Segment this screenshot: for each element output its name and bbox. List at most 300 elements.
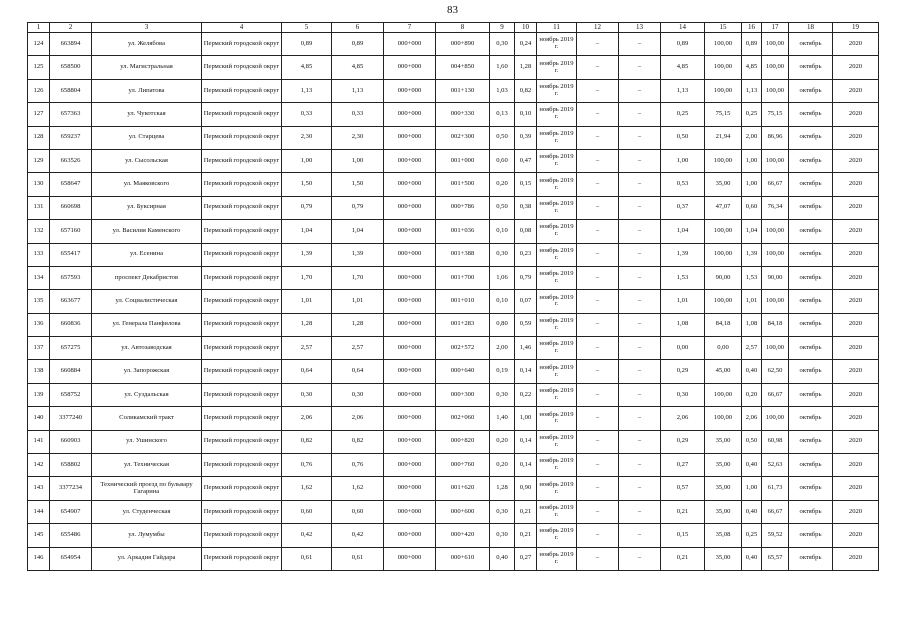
cell-end-km: 001+283 (436, 313, 490, 336)
cell-normative-length: 1,04 (742, 220, 762, 243)
cell-area-a: 1,06 (490, 266, 515, 289)
cell-normative-percent: 62,50 (762, 360, 789, 383)
cell-area-a: 0,30 (490, 243, 515, 266)
cell-row-number: 130 (28, 173, 50, 196)
cell-length-regional: 1,62 (332, 477, 384, 500)
cell-length-total: 0,42 (282, 524, 332, 547)
cell-col-12: – (577, 524, 619, 547)
cell-road-name: ул. Чукотская (92, 103, 202, 126)
cell-road-name: ул. Желябова (92, 33, 202, 56)
cell-row-number: 131 (28, 196, 50, 219)
cell-normative-length: 1,08 (742, 313, 762, 336)
cell-start-km: 000+000 (384, 313, 436, 336)
cell-road-name: ул. Автозаводская (92, 337, 202, 360)
cell-repair-percent: 35,00 (705, 477, 742, 500)
cell-year: 2020 (833, 220, 879, 243)
cell-start-km: 000+000 (384, 547, 436, 570)
cell-month: октябрь (789, 454, 833, 477)
cell-length-regional: 1,04 (332, 220, 384, 243)
column-header: 9 (490, 23, 515, 33)
cell-area-b: 0,21 (515, 524, 537, 547)
cell-col-13: – (619, 103, 661, 126)
cell-municipality: Пермский городской округ (202, 243, 282, 266)
cell-end-km: 002+572 (436, 337, 490, 360)
cell-normative-length: 0,60 (742, 196, 762, 219)
cell-normative-length: 1,13 (742, 79, 762, 102)
cell-end-km: 000+640 (436, 360, 490, 383)
cell-end-km: 000+420 (436, 524, 490, 547)
cell-area-a: 1,28 (490, 477, 515, 500)
cell-repair-percent: 100,00 (705, 33, 742, 56)
cell-month: октябрь (789, 243, 833, 266)
cell-col-13: – (619, 56, 661, 79)
cell-repair-length: 1,04 (661, 220, 705, 243)
cell-year: 2020 (833, 126, 879, 149)
cell-survey-date: ноябрь 2019 г. (537, 33, 577, 56)
cell-col-13: – (619, 337, 661, 360)
cell-repair-percent: 100,00 (705, 407, 742, 430)
cell-municipality: Пермский городской округ (202, 173, 282, 196)
cell-row-number: 143 (28, 477, 50, 500)
cell-end-km: 004+850 (436, 56, 490, 79)
cell-col-12: – (577, 430, 619, 453)
cell-road-id: 3377234 (50, 477, 92, 500)
cell-month: октябрь (789, 196, 833, 219)
cell-month: октябрь (789, 500, 833, 523)
cell-road-id: 660698 (50, 196, 92, 219)
cell-year: 2020 (833, 56, 879, 79)
cell-start-km: 000+000 (384, 477, 436, 500)
cell-road-id: 657275 (50, 337, 92, 360)
cell-col-12: – (577, 337, 619, 360)
cell-normative-length: 4,85 (742, 56, 762, 79)
column-header: 13 (619, 23, 661, 33)
cell-normative-percent: 66,67 (762, 173, 789, 196)
cell-repair-percent: 35,00 (705, 173, 742, 196)
cell-repair-length: 2,06 (661, 407, 705, 430)
cell-area-a: 0,30 (490, 33, 515, 56)
cell-normative-percent: 76,34 (762, 196, 789, 219)
cell-month: октябрь (789, 430, 833, 453)
cell-col-12: – (577, 407, 619, 430)
cell-repair-length: 1,13 (661, 79, 705, 102)
cell-start-km: 000+000 (384, 243, 436, 266)
cell-municipality: Пермский городской округ (202, 337, 282, 360)
cell-col-12: – (577, 383, 619, 406)
cell-normative-percent: 84,18 (762, 313, 789, 336)
cell-col-13: – (619, 547, 661, 570)
cell-repair-percent: 47,07 (705, 196, 742, 219)
table-row (28, 103, 879, 126)
cell-col-13: – (619, 524, 661, 547)
cell-month: октябрь (789, 290, 833, 313)
cell-length-total: 4,85 (282, 56, 332, 79)
cell-year: 2020 (833, 173, 879, 196)
cell-row-number: 124 (28, 33, 50, 56)
cell-area-a: 0,30 (490, 524, 515, 547)
cell-normative-percent: 60,98 (762, 430, 789, 453)
table-row (28, 290, 879, 313)
cell-length-total: 1,13 (282, 79, 332, 102)
cell-col-12: – (577, 103, 619, 126)
cell-end-km: 000+330 (436, 103, 490, 126)
cell-end-km: 001+036 (436, 220, 490, 243)
cell-end-km: 002+300 (436, 126, 490, 149)
cell-repair-length: 0,53 (661, 173, 705, 196)
cell-road-id: 660903 (50, 430, 92, 453)
cell-survey-date: ноябрь 2019 г. (537, 56, 577, 79)
cell-year: 2020 (833, 33, 879, 56)
cell-col-13: – (619, 126, 661, 149)
cell-month: октябрь (789, 103, 833, 126)
cell-normative-percent: 75,15 (762, 103, 789, 126)
cell-road-id: 658804 (50, 79, 92, 102)
cell-length-regional: 0,89 (332, 33, 384, 56)
cell-repair-length: 0,57 (661, 477, 705, 500)
cell-row-number: 138 (28, 360, 50, 383)
table-row (28, 126, 879, 149)
cell-area-b: 0,90 (515, 477, 537, 500)
cell-area-b: 0,22 (515, 383, 537, 406)
cell-repair-percent: 100,00 (705, 243, 742, 266)
cell-month: октябрь (789, 220, 833, 243)
cell-road-name: ул. Суздальская (92, 383, 202, 406)
cell-month: октябрь (789, 337, 833, 360)
cell-length-regional: 1,39 (332, 243, 384, 266)
cell-municipality: Пермский городской округ (202, 33, 282, 56)
cell-repair-percent: 35,00 (705, 430, 742, 453)
cell-area-a: 0,60 (490, 149, 515, 172)
cell-survey-date: ноябрь 2019 г. (537, 103, 577, 126)
cell-start-km: 000+000 (384, 337, 436, 360)
cell-col-12: – (577, 547, 619, 570)
cell-repair-percent: 0,00 (705, 337, 742, 360)
cell-normative-percent: 86,96 (762, 126, 789, 149)
cell-length-total: 1,62 (282, 477, 332, 500)
cell-survey-date: ноябрь 2019 г. (537, 290, 577, 313)
cell-row-number: 140 (28, 407, 50, 430)
cell-start-km: 000+000 (384, 360, 436, 383)
cell-repair-percent: 84,18 (705, 313, 742, 336)
cell-survey-date: ноябрь 2019 г. (537, 313, 577, 336)
cell-start-km: 000+000 (384, 56, 436, 79)
cell-col-12: – (577, 173, 619, 196)
cell-start-km: 000+000 (384, 500, 436, 523)
cell-repair-length: 0,29 (661, 430, 705, 453)
cell-end-km: 000+890 (436, 33, 490, 56)
cell-start-km: 000+000 (384, 407, 436, 430)
cell-month: октябрь (789, 126, 833, 149)
cell-year: 2020 (833, 524, 879, 547)
cell-length-total: 2,57 (282, 337, 332, 360)
cell-row-number: 135 (28, 290, 50, 313)
table-row (28, 337, 879, 360)
cell-municipality: Пермский городской округ (202, 126, 282, 149)
cell-length-total: 0,60 (282, 500, 332, 523)
cell-road-id: 663526 (50, 149, 92, 172)
table-row (28, 196, 879, 219)
cell-normative-percent: 52,63 (762, 454, 789, 477)
cell-municipality: Пермский городской округ (202, 79, 282, 102)
table-row (28, 500, 879, 523)
cell-area-a: 0,80 (490, 313, 515, 336)
cell-year: 2020 (833, 430, 879, 453)
cell-col-13: – (619, 196, 661, 219)
cell-col-13: – (619, 220, 661, 243)
cell-length-total: 1,28 (282, 313, 332, 336)
cell-end-km: 001+500 (436, 173, 490, 196)
cell-end-km: 000+760 (436, 454, 490, 477)
cell-area-b: 0,21 (515, 500, 537, 523)
cell-area-a: 0,40 (490, 547, 515, 570)
cell-repair-length: 4,85 (661, 56, 705, 79)
cell-survey-date: ноябрь 2019 г. (537, 500, 577, 523)
cell-survey-date: ноябрь 2019 г. (537, 149, 577, 172)
cell-length-total: 1,50 (282, 173, 332, 196)
cell-municipality: Пермский городской округ (202, 547, 282, 570)
cell-col-12: – (577, 454, 619, 477)
cell-col-13: – (619, 407, 661, 430)
cell-month: октябрь (789, 149, 833, 172)
table-row (28, 149, 879, 172)
cell-road-id: 657160 (50, 220, 92, 243)
cell-start-km: 000+000 (384, 79, 436, 102)
cell-road-name: ул. Техническая (92, 454, 202, 477)
cell-year: 2020 (833, 337, 879, 360)
cell-road-name: ул. Студенческая (92, 500, 202, 523)
cell-end-km: 000+820 (436, 430, 490, 453)
cell-survey-date: ноябрь 2019 г. (537, 126, 577, 149)
cell-road-id: 657593 (50, 266, 92, 289)
cell-col-12: – (577, 243, 619, 266)
cell-area-a: 0,10 (490, 290, 515, 313)
cell-length-total: 0,76 (282, 454, 332, 477)
cell-end-km: 001+620 (436, 477, 490, 500)
cell-municipality: Пермский городской округ (202, 313, 282, 336)
cell-area-a: 1,60 (490, 56, 515, 79)
cell-col-12: – (577, 220, 619, 243)
cell-end-km: 000+300 (436, 383, 490, 406)
cell-area-b: 0,10 (515, 103, 537, 126)
cell-start-km: 000+000 (384, 430, 436, 453)
cell-length-total: 1,04 (282, 220, 332, 243)
cell-road-id: 658647 (50, 173, 92, 196)
cell-row-number: 126 (28, 79, 50, 102)
cell-repair-length: 0,21 (661, 500, 705, 523)
cell-year: 2020 (833, 79, 879, 102)
cell-month: октябрь (789, 173, 833, 196)
cell-month: октябрь (789, 477, 833, 500)
cell-normative-length: 0,20 (742, 383, 762, 406)
cell-length-regional: 1,28 (332, 313, 384, 336)
cell-survey-date: ноябрь 2019 г. (537, 524, 577, 547)
cell-road-name: проспект Декабристов (92, 266, 202, 289)
cell-col-13: – (619, 454, 661, 477)
cell-col-12: – (577, 290, 619, 313)
cell-start-km: 000+000 (384, 196, 436, 219)
cell-year: 2020 (833, 477, 879, 500)
cell-length-regional: 4,85 (332, 56, 384, 79)
cell-repair-percent: 21,94 (705, 126, 742, 149)
roads-table (27, 22, 879, 571)
cell-end-km: 001+130 (436, 79, 490, 102)
cell-road-id: 658802 (50, 454, 92, 477)
cell-area-a: 0,10 (490, 220, 515, 243)
cell-area-a: 0,30 (490, 383, 515, 406)
cell-end-km: 000+600 (436, 500, 490, 523)
cell-road-name: ул. Липатова (92, 79, 202, 102)
cell-end-km: 001+700 (436, 266, 490, 289)
cell-repair-percent: 35,00 (705, 454, 742, 477)
column-header: 4 (202, 23, 282, 33)
cell-road-name: ул. Есенина (92, 243, 202, 266)
column-header: 6 (332, 23, 384, 33)
cell-year: 2020 (833, 196, 879, 219)
cell-month: октябрь (789, 33, 833, 56)
cell-length-regional: 2,57 (332, 337, 384, 360)
cell-year: 2020 (833, 290, 879, 313)
cell-row-number: 144 (28, 500, 50, 523)
cell-survey-date: ноябрь 2019 г. (537, 407, 577, 430)
cell-road-id: 654907 (50, 500, 92, 523)
cell-col-13: – (619, 430, 661, 453)
cell-survey-date: ноябрь 2019 г. (537, 196, 577, 219)
cell-row-number: 137 (28, 337, 50, 360)
cell-length-regional: 0,30 (332, 383, 384, 406)
cell-start-km: 000+000 (384, 220, 436, 243)
cell-length-regional: 0,76 (332, 454, 384, 477)
cell-year: 2020 (833, 360, 879, 383)
column-header: 10 (515, 23, 537, 33)
cell-road-name: ул. Буксирная (92, 196, 202, 219)
table-row (28, 547, 879, 570)
cell-area-b: 1,46 (515, 337, 537, 360)
cell-normative-percent: 90,00 (762, 266, 789, 289)
cell-area-a: 0,50 (490, 196, 515, 219)
cell-normative-length: 0,89 (742, 33, 762, 56)
cell-row-number: 141 (28, 430, 50, 453)
cell-length-total: 2,06 (282, 407, 332, 430)
cell-municipality: Пермский городской округ (202, 149, 282, 172)
cell-repair-percent: 35,08 (705, 524, 742, 547)
cell-area-b: 1,28 (515, 56, 537, 79)
cell-col-12: – (577, 266, 619, 289)
cell-municipality: Пермский городской округ (202, 220, 282, 243)
cell-repair-percent: 100,00 (705, 56, 742, 79)
cell-road-id: 660836 (50, 313, 92, 336)
cell-length-regional: 0,64 (332, 360, 384, 383)
table-row (28, 313, 879, 336)
table-row (28, 33, 879, 56)
cell-area-b: 0,07 (515, 290, 537, 313)
cell-normative-length: 1,00 (742, 477, 762, 500)
cell-road-id: 658752 (50, 383, 92, 406)
cell-col-12: – (577, 477, 619, 500)
cell-road-name: ул. Ушинского (92, 430, 202, 453)
cell-area-a: 0,20 (490, 173, 515, 196)
cell-normative-percent: 100,00 (762, 337, 789, 360)
cell-length-total: 1,01 (282, 290, 332, 313)
cell-normative-percent: 100,00 (762, 407, 789, 430)
cell-length-regional: 0,42 (332, 524, 384, 547)
cell-start-km: 000+000 (384, 290, 436, 313)
cell-year: 2020 (833, 103, 879, 126)
cell-municipality: Пермский городской округ (202, 383, 282, 406)
cell-normative-length: 0,40 (742, 500, 762, 523)
cell-area-a: 0,19 (490, 360, 515, 383)
cell-area-b: 0,82 (515, 79, 537, 102)
cell-road-id: 659237 (50, 126, 92, 149)
cell-road-name: ул. Генерала Панфилова (92, 313, 202, 336)
cell-end-km: 001+010 (436, 290, 490, 313)
cell-year: 2020 (833, 407, 879, 430)
cell-municipality: Пермский городской округ (202, 56, 282, 79)
column-header: 2 (50, 23, 92, 33)
cell-year: 2020 (833, 383, 879, 406)
cell-repair-length: 0,89 (661, 33, 705, 56)
column-header: 17 (762, 23, 789, 33)
cell-road-name: ул. Магистральная (92, 56, 202, 79)
cell-normative-length: 1,39 (742, 243, 762, 266)
cell-normative-percent: 100,00 (762, 220, 789, 243)
cell-year: 2020 (833, 500, 879, 523)
cell-survey-date: ноябрь 2019 г. (537, 79, 577, 102)
table-row (28, 477, 879, 500)
cell-municipality: Пермский городской округ (202, 266, 282, 289)
cell-area-b: 0,79 (515, 266, 537, 289)
cell-row-number: 136 (28, 313, 50, 336)
column-header: 1 (28, 23, 50, 33)
cell-length-total: 0,33 (282, 103, 332, 126)
cell-col-12: – (577, 149, 619, 172)
cell-survey-date: ноябрь 2019 г. (537, 454, 577, 477)
cell-municipality: Пермский городской округ (202, 477, 282, 500)
cell-repair-length: 0,00 (661, 337, 705, 360)
cell-start-km: 000+000 (384, 454, 436, 477)
cell-year: 2020 (833, 149, 879, 172)
cell-area-a: 0,13 (490, 103, 515, 126)
cell-area-b: 0,14 (515, 454, 537, 477)
cell-row-number: 125 (28, 56, 50, 79)
cell-row-number: 142 (28, 454, 50, 477)
cell-length-total: 1,70 (282, 266, 332, 289)
cell-length-total: 0,89 (282, 33, 332, 56)
cell-month: октябрь (789, 79, 833, 102)
cell-end-km: 000+786 (436, 196, 490, 219)
cell-col-13: – (619, 360, 661, 383)
cell-area-b: 0,14 (515, 430, 537, 453)
cell-repair-percent: 90,00 (705, 266, 742, 289)
table-row (28, 79, 879, 102)
cell-end-km: 002+060 (436, 407, 490, 430)
cell-month: октябрь (789, 313, 833, 336)
cell-length-regional: 0,82 (332, 430, 384, 453)
cell-road-id: 655486 (50, 524, 92, 547)
column-header: 18 (789, 23, 833, 33)
cell-normative-percent: 65,57 (762, 547, 789, 570)
cell-repair-length: 1,53 (661, 266, 705, 289)
cell-repair-length: 0,37 (661, 196, 705, 219)
cell-area-b: 0,47 (515, 149, 537, 172)
cell-road-name: Технический проезд по бульвару Гагарина (92, 477, 202, 500)
cell-length-regional: 1,50 (332, 173, 384, 196)
column-header: 14 (661, 23, 705, 33)
cell-municipality: Пермский городской округ (202, 407, 282, 430)
cell-municipality: Пермский городской округ (202, 500, 282, 523)
cell-length-total: 0,30 (282, 383, 332, 406)
cell-month: октябрь (789, 407, 833, 430)
cell-repair-percent: 100,00 (705, 290, 742, 313)
